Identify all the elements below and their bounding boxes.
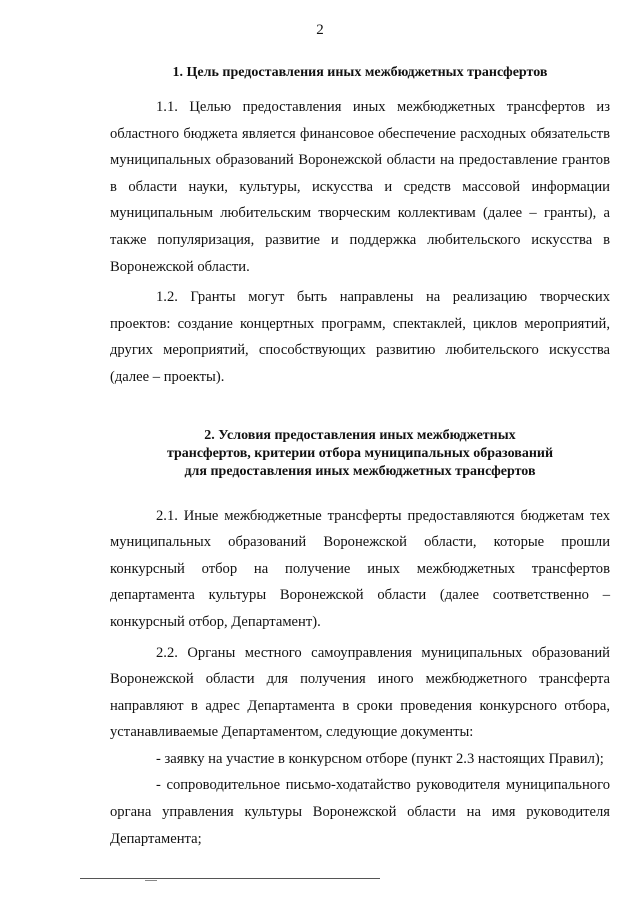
paragraph-2-1: 2.1. Иные межбюджетные трансферты предоставляются бюджетам тех муниципальных образований Воронежской области, которые прошли конкурсный отбор на получение иных межбюджетных трансфертов департамента культуры Воронежской области (далее соответственно – конкурсный отбор, Департамент).: [110, 507, 610, 630]
footer-mark: [145, 880, 157, 881]
paragraph-2-2: 2.2. Органы местного самоуправления муниципальных образований Воронежской области для получения иного межбюджетного трансферта направляют в адрес Департамента в сроки проведения конкурсного отбора, устанавливаемые Департаментом, следующие документы:: [110, 644, 610, 741]
paragraph-1-1: 1.1. Целью предоставления иных межбюджетных трансфертов из областного бюджета является финансовое обеспечение расходных обязательств муниципальных образований Воронежской области на предоставление грантов в области науки, культуры, искусства и средств массовой информации муниципальным любительским творческим коллективам (далее – гранты), а также популяризация, развитие и поддержка любительского искусства в Воронежской области.: [110, 99, 610, 275]
footer-divider: [80, 878, 380, 879]
page-number: 2: [316, 22, 324, 38]
section-1-heading: 1. Цель предоставления иных межбюджетных трансфертов: [172, 65, 548, 80]
document-body: [110, 64, 610, 852]
list-item-application: - заявку на участие в конкурсном отборе (пункт 2.3 настоящих Правил);: [156, 750, 604, 767]
section-2-heading-line-3: для предоставления иных межбюджетных трансфертов: [184, 463, 536, 479]
paragraph-1-2: 1.2. Гранты могут быть направлены на реализацию творческих проектов: создание концертных программ, спектаклей, циклов мероприятий, других мероприятий, способствующих развитию любительского искусства (далее – проекты).: [110, 289, 610, 385]
section-2-heading-line-1: 2. Условия предоставления иных межбюджетных: [204, 427, 516, 443]
list-item-cover-letter: - сопроводительное письмо-ходатайство руководителя муниципального органа управления культуры Воронежской области на имя руководителя Департамента;: [110, 777, 610, 847]
section-2-heading-line-2: трансфертов, критерии отбора муниципальных образований: [166, 445, 554, 461]
section-2-heading: [110, 427, 610, 481]
